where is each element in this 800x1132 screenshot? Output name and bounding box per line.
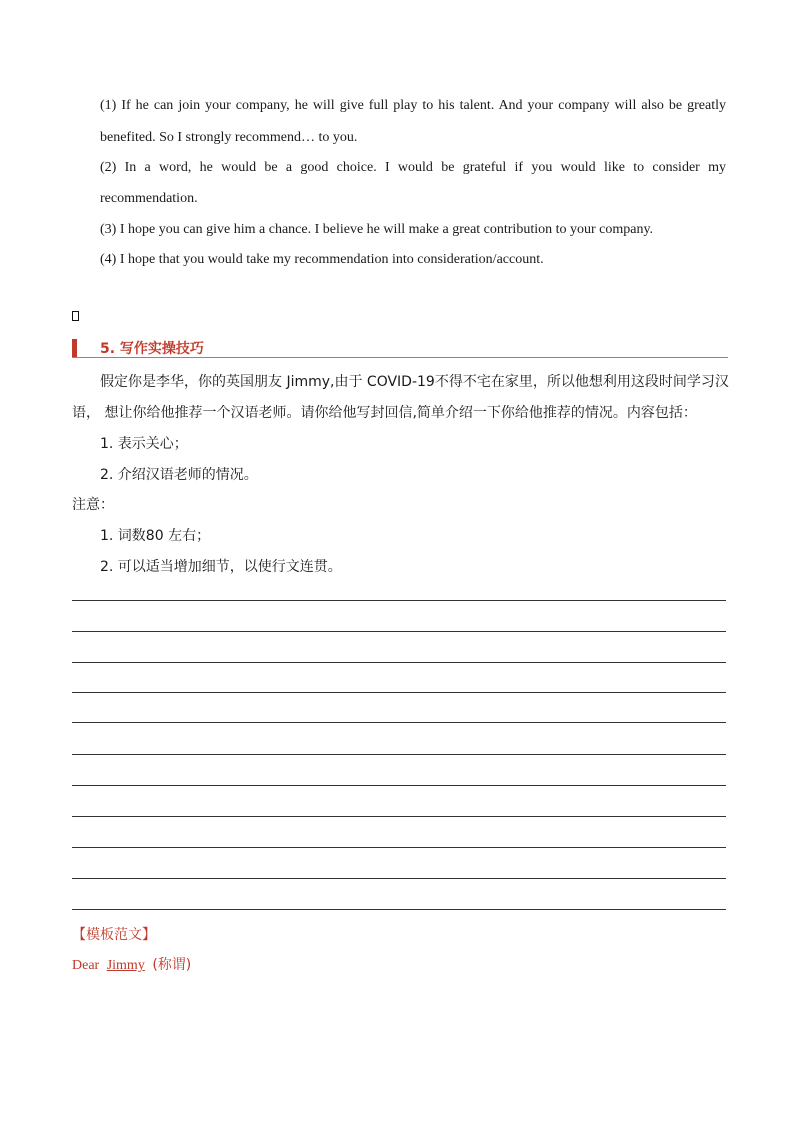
sentence-1-line-1: (1) If he can join your company, he will give full play to his talent. And your company will also be greatly xyxy=(100,98,726,113)
writing-line[interactable] xyxy=(72,600,726,601)
recipient-name: Jimmy xyxy=(106,958,145,973)
sentence-3: (3) I hope you can give him a chance. I believe he will make a great contribution to your company. xyxy=(100,222,654,237)
placeholder-box-icon xyxy=(72,311,79,321)
note-item-1: 1. 词数80 左右； xyxy=(100,528,211,544)
dear-word: Dear xyxy=(72,958,100,973)
task-item-1: 1. 表示关心； xyxy=(100,436,188,452)
sentence-2-line-2: recommendation. xyxy=(100,191,198,206)
writing-line[interactable] xyxy=(72,816,726,817)
writing-line[interactable] xyxy=(72,662,726,663)
task-prompt-line-1: 假定你是李华，你的英国朋友 Jimmy,由于 COVID-19不得不宅在家里，所以他想利用这段时间学习汉 xyxy=(100,374,729,390)
section-divider xyxy=(72,357,728,358)
writing-line[interactable] xyxy=(72,847,726,848)
sentence-4: (4) I hope that you would take my recommendation into consideration/account. xyxy=(100,252,544,267)
sentence-1-line-2: benefited. So I strongly recommend… to you. xyxy=(100,130,358,145)
writing-line[interactable] xyxy=(72,754,726,755)
task-item-2: 2. 介绍汉语老师的情况。 xyxy=(100,467,258,483)
writing-line[interactable] xyxy=(72,878,726,879)
writing-line[interactable] xyxy=(72,785,726,786)
note-label: 注意： xyxy=(72,497,114,513)
sentence-2-line-1: (2) In a word, he would be a good choice. I would be grateful if you would like to consider my xyxy=(100,160,726,175)
section-title: 5. 写作实操技巧 xyxy=(100,341,204,357)
writing-line[interactable] xyxy=(72,722,726,723)
writing-line[interactable] xyxy=(72,692,726,693)
salutation-note: (称谓) xyxy=(152,957,192,973)
note-item-2: 2. 可以适当增加细节，以使行文连贯。 xyxy=(100,559,342,575)
template-salutation xyxy=(72,955,191,976)
writing-line[interactable] xyxy=(72,909,726,910)
section-marker-bar xyxy=(72,339,77,358)
template-heading: 【模板范文】 xyxy=(72,927,156,943)
task-prompt-line-2: 语， 想让你给他推荐一个汉语老师。请你给他写封回信,简单介绍一下你给他推荐的情况。内容包括： xyxy=(72,405,697,421)
writing-line[interactable] xyxy=(72,631,726,632)
